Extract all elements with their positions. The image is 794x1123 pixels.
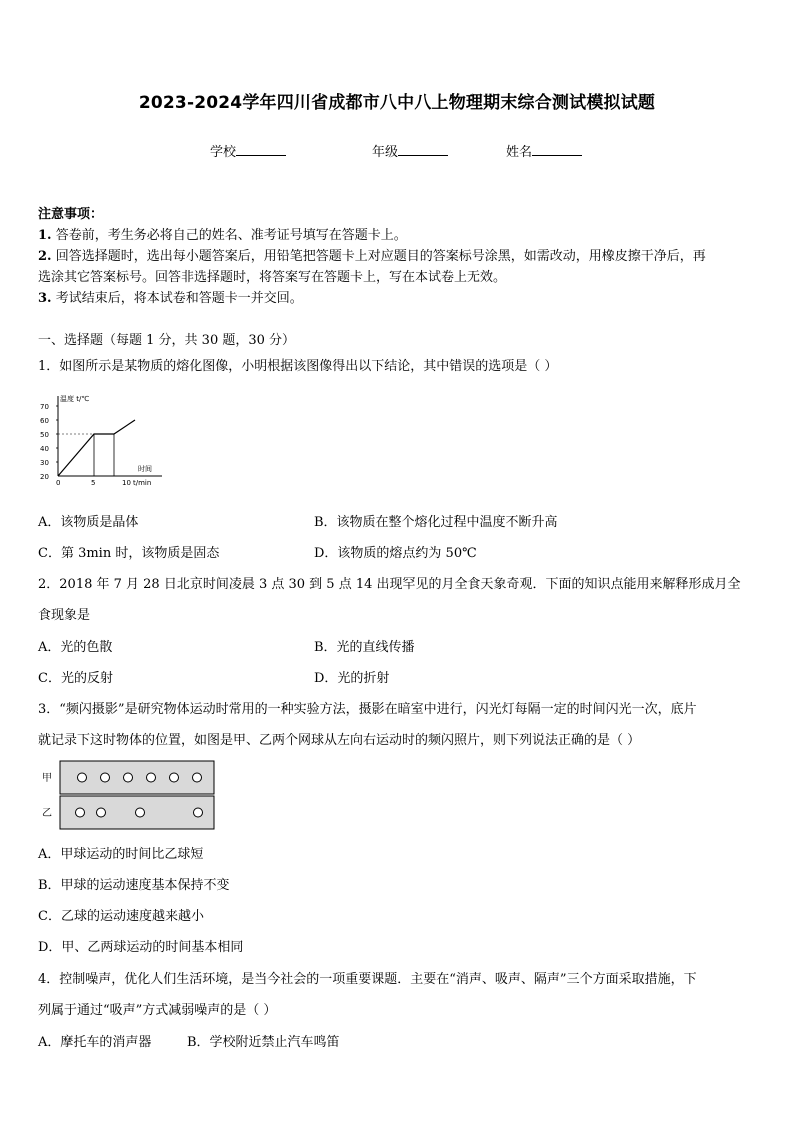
q2-option-c: C．光的反射 [38,671,113,686]
notice-item-2-text-b: 选涂其它答案标号。回答非选择题时，将答案写在答题卡上，写在本试卷上无效。 [38,270,507,285]
ball-jia [170,773,179,782]
x-axis-unit: t/min [133,479,152,487]
x-tick-10: 10 [122,479,131,487]
y-axis-label: 温度 t/℃ [60,395,90,403]
q3-stem-b: 就记录下这时物体的位置，如图是甲、乙两个网球从左向右运动时的频闪照片，则下列说法正确的是（ ） [38,733,641,748]
notice-item-2-text-a: 回答选择题时，选出每小题答案后，用铅笔把答题卡上对应题目的答案标号涂黑，如需改动，用橡皮擦干净后，再 [55,249,706,264]
ball-yi [194,808,203,817]
name-label: 姓名 [506,145,533,160]
school-blank [236,143,286,156]
grade-label: 年级 [372,145,399,160]
notice-item-3 [38,287,303,306]
y-tick-50: 50 [40,431,49,439]
q3-option-b: B．甲球的运动速度基本保持不变 [38,878,230,893]
q1-option-d: D．该物质的熔点约为 50℃ [314,546,477,561]
q3-option-c: C．乙球的运动速度越来越小 [38,909,204,924]
notice-item-1 [38,224,407,243]
y-tick-20: 20 [40,473,49,481]
y-tick-30: 30 [40,459,49,467]
q1-melting-graph [38,390,168,490]
x-tick-5: 5 [91,479,96,487]
q3-option-d: D．甲、乙两球运动的时间基本相同 [38,940,244,955]
notice-item-1-num: 1. [38,228,52,243]
notice-item-1-text: 答卷前，考生务必将自己的姓名、准考证号填写在答题卡上。 [55,228,407,243]
grade-blank [398,143,448,156]
q1-option-a: A．该物质是晶体 [38,515,139,530]
q2-stem-b: 食现象是 [38,608,91,623]
notice-heading: 注意事项： [38,207,104,222]
q4-stem-a: 4．控制噪声，优化人们生活环境，是当今社会的一项重要课题．主要在“消声、吸声、隔声”三个方面采取措施，下 [38,972,697,987]
name-blank [532,143,582,156]
y-tick-60: 60 [40,417,49,425]
school-label: 学校 [210,145,237,160]
ball-jia [101,773,110,782]
q2-stem-a: 2．2018 年 7 月 28 日北京时间凌晨 3 点 30 到 5 点 14 出现罕见的月全食天象奇观．下面的知识点能用来解释形成月全 [38,577,741,592]
label-jia: 甲 [42,773,52,784]
ball-yi [76,808,85,817]
notice-item-2 [38,245,706,264]
q2-option-d: D．光的折射 [314,671,390,686]
ball-jia [124,773,133,782]
y-tick-40: 40 [40,445,49,453]
notice-item-3-num: 3. [38,291,52,306]
ball-jia [193,773,202,782]
notice-item-3-text: 考试结束后，将本试卷和答题卡一并交回。 [55,291,303,306]
q4-option-a: A．摩托车的消声器 [38,1035,152,1050]
notice-item-2-num: 2. [38,249,52,264]
page-title: 2023-2024学年四川省成都市八中八上物理期末综合测试模拟试题 [138,93,656,113]
q1-option-c: C．第 3min 时，该物质是固态 [38,546,220,561]
q4-stem-b: 列属于通过“吸声”方式减弱噪声的是（ ） [38,1003,277,1018]
q3-stem-a: 3．“频闪摄影”是研究物体运动时常用的一种实验方法，摄影在暗室中进行，闪光灯每隔一定的时间闪光一次，底片 [38,702,697,717]
q2-option-a: A．光的色散 [38,640,113,655]
q1-stem: 1．如图所示是某物质的熔化图像，小明根据该图像得出以下结论，其中错误的选项是（ ） [38,359,558,374]
school-field [210,141,286,160]
q4-option-b: B．学校附近禁止汽车鸣笛 [187,1035,340,1050]
x-tick-0: 0 [56,479,61,487]
q3-option-a: A．甲球运动的时间比乙球短 [38,847,204,862]
q1-option-b: B．该物质在整个熔化过程中温度不断升高 [314,515,558,530]
ball-yi [97,808,106,817]
name-field [506,141,582,160]
label-yi: 乙 [42,808,52,819]
x-axis-label: 时间 [138,465,152,473]
y-tick-70: 70 [40,403,49,411]
q3-strobe-photos [38,758,220,834]
ball-jia [147,773,156,782]
q2-option-b: B．光的直线传播 [314,640,415,655]
section-heading: 一、选择题（每题 1 分，共 30 题，30 分） [38,333,296,348]
ball-yi [136,808,145,817]
ball-jia [78,773,87,782]
melting-curve [58,420,135,476]
grade-field [372,141,448,160]
